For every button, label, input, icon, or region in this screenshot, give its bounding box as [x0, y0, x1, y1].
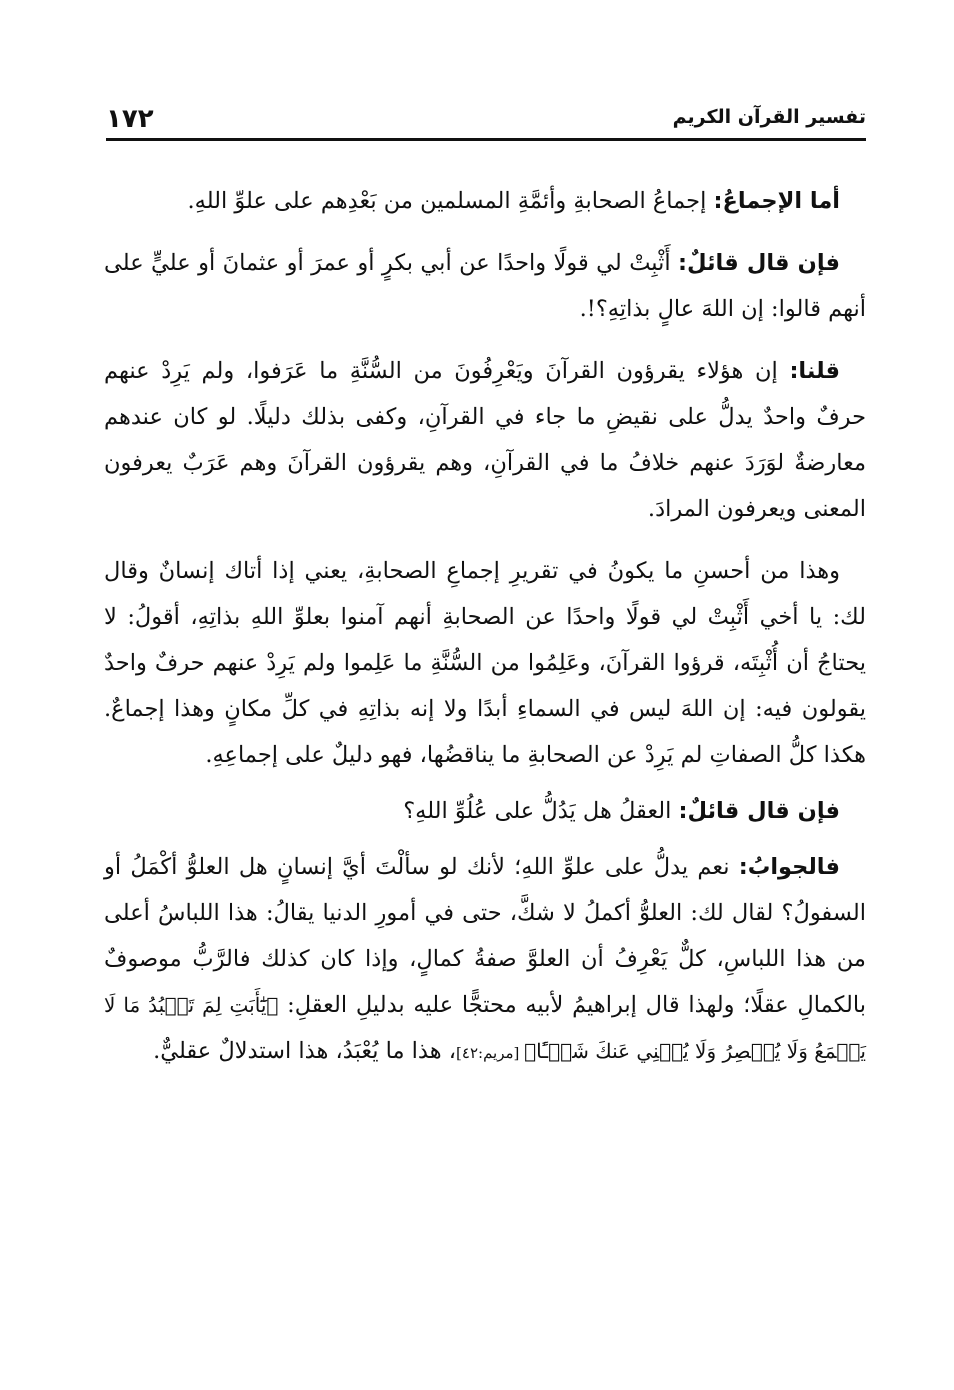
paragraph-lead: فالجوابُ: — [738, 854, 840, 880]
verse-reference: [مريم:٤٢] — [456, 1044, 525, 1062]
paragraph-lead: فإن قال قائلٌ: — [678, 798, 840, 824]
paragraph-text: ، هذا ما يُعْبَدُ، هذا استدلالٌ عقليٌّ. — [153, 1038, 457, 1064]
paragraph-consensus — [104, 178, 866, 224]
paragraph-text: العقلُ هل يَدُلُّ على عُلُوِّ اللهِ؟ — [403, 798, 679, 824]
paragraph-text: وهذا من أحسنِ ما يكونُ في تقريرِ إجماعِ الصحابةِ، يعني إذا أتاك إنسانٌ وقال لك: يا أخي أَثْبِتْ لي قولًا واحدًا عن الصحابةِ أنهم آمنوا بعلوِّ اللهِ بذاتِهِ، أقولُ: لا يحتاجُ أن أُثْبِتَه، قرؤوا القرآنَ، وعَلِمُوا من السُّنَّةِ ما عَلِموا ولم يَرِدْ عنهم حرفٌ واحدٌ يقولون فيه: إن اللهَ ليس في السماءِ أبدًا ولا إنه بذاتِهِ في كلِّ مكانٍ وهذا إجماعٌ. هكذا كلُّ الصفاتِ لم يَرِدْ عن الصحابةِ ما يناقضُها، فهو دليلٌ على إجماعِهِ. — [104, 558, 866, 768]
book-title: تفسير القرآن الكريم — [672, 106, 866, 128]
paragraph-explanation — [104, 548, 866, 778]
paragraph-text: إجماعُ الصحابةِ وأئمَّةِ المسلمين من بَعْدِهم على علوِّ اللهِ. — [187, 188, 714, 214]
paragraph-lead: أما الإجماعُ: — [713, 188, 840, 214]
paragraph-reply — [104, 348, 866, 532]
paragraph-answer — [104, 844, 866, 1076]
header-divider — [106, 138, 866, 141]
paragraph-lead: فإن قال قائلٌ: — [678, 250, 840, 276]
paragraph-text: إن هؤلاء يقرؤون القرآنَ ويَعْرِفُونَ من السُّنَّةِ ما عَرَفوا، ولم يَرِدْ عنهم حرفٌ واحدٌ يدلُّ على نقيضِ ما جاء في القرآنِ، وكفى بذلك دليلًا. لو كان عندهم معارضةٌ لوَرَدَ عنهم خلافُ ما في القرآنِ، وهم يقرؤون القرآنَ وهم عَرَبٌ يعرفون المعنى ويعرفون المرادَ. — [104, 358, 866, 522]
paragraph-text: أَثْبِتْ لي قولًا واحدًا عن أبي بكرٍ أو عمرَ أو عثمانَ أو عليٍّ على أنهم قالوا: إن اللهَ عالٍ بذاتِهِ؟!. — [104, 250, 866, 322]
page-body — [104, 178, 866, 1092]
paragraph-lead: قلنا: — [789, 358, 840, 384]
paragraph-text: نعم يدلُّ على علوِّ اللهِ؛ لأنك لو سألْتَ أيَّ إنسانٍ هل العلوُّ أكْمَلُ أو السفولُ؟ لقال لك: العلوُّ أكملُ لا شكَّ، حتى في أمورِ الدنيا يقالُ: هذا اللباسُ أعلى من هذا اللباسِ، كلٌّ يَعْرِفُ أن العلوَّ صفةُ كمالٍ، وإذا كان كذلك فالرَّبُّ موصوفٌ بالكمالِ عقلًا؛ ولهذا قال إبراهيمُ لأبيه محتجًّا عليه بدليلِ العقلِ: — [104, 854, 866, 1018]
quran-verse: ﴿يَٰٓأَبَتِ لِمَ تَعۡبُدُ مَا لَا يَسۡمَعُ وَلَا يُبۡصِرُ وَلَا يُغۡنِي عَنكَ شَيۡـًٔا﴾ — [104, 993, 866, 1063]
paragraph-question — [104, 788, 866, 834]
paragraph-objection — [104, 240, 866, 332]
page-number: ١٧٢ — [106, 104, 154, 134]
running-header — [106, 98, 866, 142]
